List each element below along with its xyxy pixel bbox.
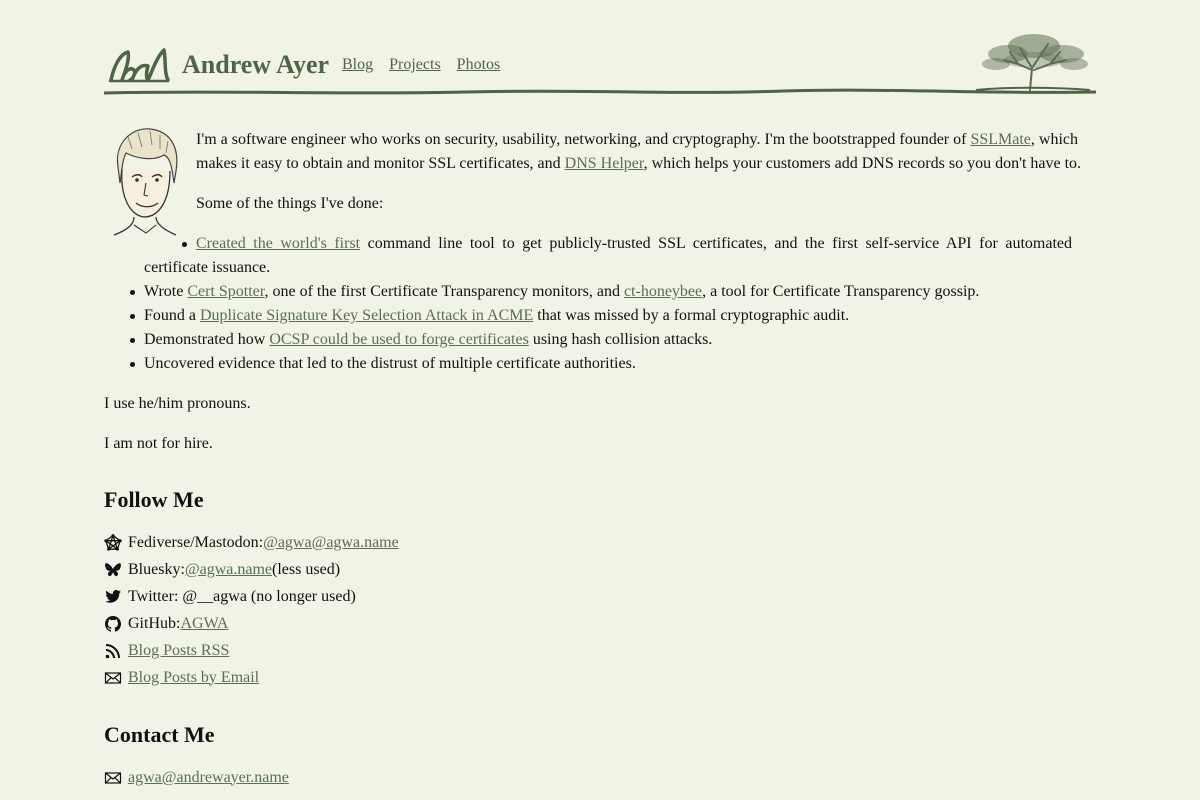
twitter-bird-icon <box>104 588 122 606</box>
contact-links-list <box>104 764 289 791</box>
contact-item-email <box>104 764 289 791</box>
list-item <box>144 328 1072 352</box>
github-link[interactable]: AGWA <box>180 614 229 632</box>
bluesky-link[interactable]: @agwa.name <box>184 560 273 578</box>
intro-paragraph <box>196 128 1096 176</box>
created-worlds-first-link[interactable]: Created the world's first <box>196 235 361 252</box>
follow-label: Fediverse/Mastodon: <box>128 533 264 551</box>
main-nav <box>342 53 500 77</box>
list-item-text: Found a <box>144 307 200 324</box>
rss-icon <box>104 642 122 660</box>
list-item-text: using hash collision attacks. <box>528 331 713 348</box>
blog-email-link[interactable]: Blog Posts by Email <box>128 668 260 686</box>
nav-blog-link[interactable]: Blog <box>342 56 374 73</box>
list-item-text: Wrote <box>144 283 188 300</box>
ct-honeybee-link[interactable]: ct-honeybee <box>623 283 703 300</box>
bluesky-butterfly-icon <box>104 561 122 579</box>
list-item-text: , one of the first Certificate Transparency monitors, and <box>264 283 624 300</box>
github-icon <box>104 615 122 633</box>
list-item-text: that was missed by a formal cryptographic audit. <box>533 307 850 324</box>
not-for-hire-text: I am not for hire. <box>104 435 213 452</box>
follow-links-list <box>104 529 399 691</box>
follow-label: GitHub: <box>128 614 181 632</box>
accomplishments-list <box>144 232 1072 376</box>
list-item <box>144 280 1072 304</box>
list-item-text: Uncovered evidence that led to the distrust of multiple certificate authorities. <box>144 355 636 372</box>
follow-me-heading: Follow Me <box>104 487 204 512</box>
fediverse-icon <box>104 534 122 552</box>
nav-projects-link[interactable]: Projects <box>389 56 441 73</box>
contact-email-link[interactable]: agwa@andrewayer.name <box>128 768 289 786</box>
follow-item-fediverse <box>104 529 399 556</box>
ocsp-forge-link[interactable]: OCSP could be used to forge certificates <box>269 331 529 348</box>
things-done-intro: Some of the things I've done: <box>196 195 384 212</box>
list-item-text: , a tool for Certificate Transparency gossip. <box>702 283 980 300</box>
sslmate-link[interactable]: SSLMate <box>970 131 1031 148</box>
follow-item-email <box>104 664 399 691</box>
twitter-label: Twitter: @__agwa (no longer used) <box>128 587 356 605</box>
portrait-avatar <box>104 127 182 237</box>
acme-attack-link[interactable]: Duplicate Signature Key Selection Attack in ACME <box>200 307 534 324</box>
mastodon-link[interactable]: @agwa@agwa.name <box>263 533 399 551</box>
intro-text-2: , which makes it easy to obtain and monitor SSL certificates, and <box>196 131 1079 172</box>
site-header <box>104 0 1096 98</box>
follow-note: (less used) <box>272 560 341 578</box>
dns-helper-link[interactable]: DNS Helper <box>564 155 644 172</box>
page <box>104 0 1096 786</box>
cert-spotter-link[interactable]: Cert Spotter <box>187 283 265 300</box>
follow-item-twitter <box>104 583 399 610</box>
blog-rss-link[interactable]: Blog Posts RSS <box>128 641 230 659</box>
envelope-icon <box>104 669 122 687</box>
list-item <box>144 352 1072 376</box>
site-title-link[interactable]: Andrew Ayer <box>182 50 330 79</box>
intro-text-3: , which helps your customers add DNS records so you don't have to. <box>643 155 1082 172</box>
follow-label: Bluesky: <box>128 560 185 578</box>
tree-icon <box>974 30 1092 92</box>
agwa-logo-icon[interactable] <box>108 46 170 84</box>
intro-text-1: I'm a software engineer who works on security, usability, networking, and cryptography. I'm the bootstrapped founder of <box>196 131 971 148</box>
list-item <box>144 304 1072 328</box>
contact-me-heading: Contact Me <box>104 722 215 747</box>
nav-photos-link[interactable]: Photos <box>456 56 501 73</box>
list-item-text: Demonstrated how <box>144 331 270 348</box>
ground-divider <box>104 86 1096 98</box>
list-item-text: command line tool to get publicly-trusted SSL certificates, and the first self-service API for automated certificate issuance. <box>144 235 1072 276</box>
list-item <box>144 232 1072 280</box>
follow-item-github <box>104 610 399 637</box>
envelope-icon <box>104 769 122 787</box>
follow-item-rss <box>104 637 399 664</box>
follow-item-bluesky <box>104 556 399 583</box>
pronouns-text: I use he/him pronouns. <box>104 395 251 412</box>
